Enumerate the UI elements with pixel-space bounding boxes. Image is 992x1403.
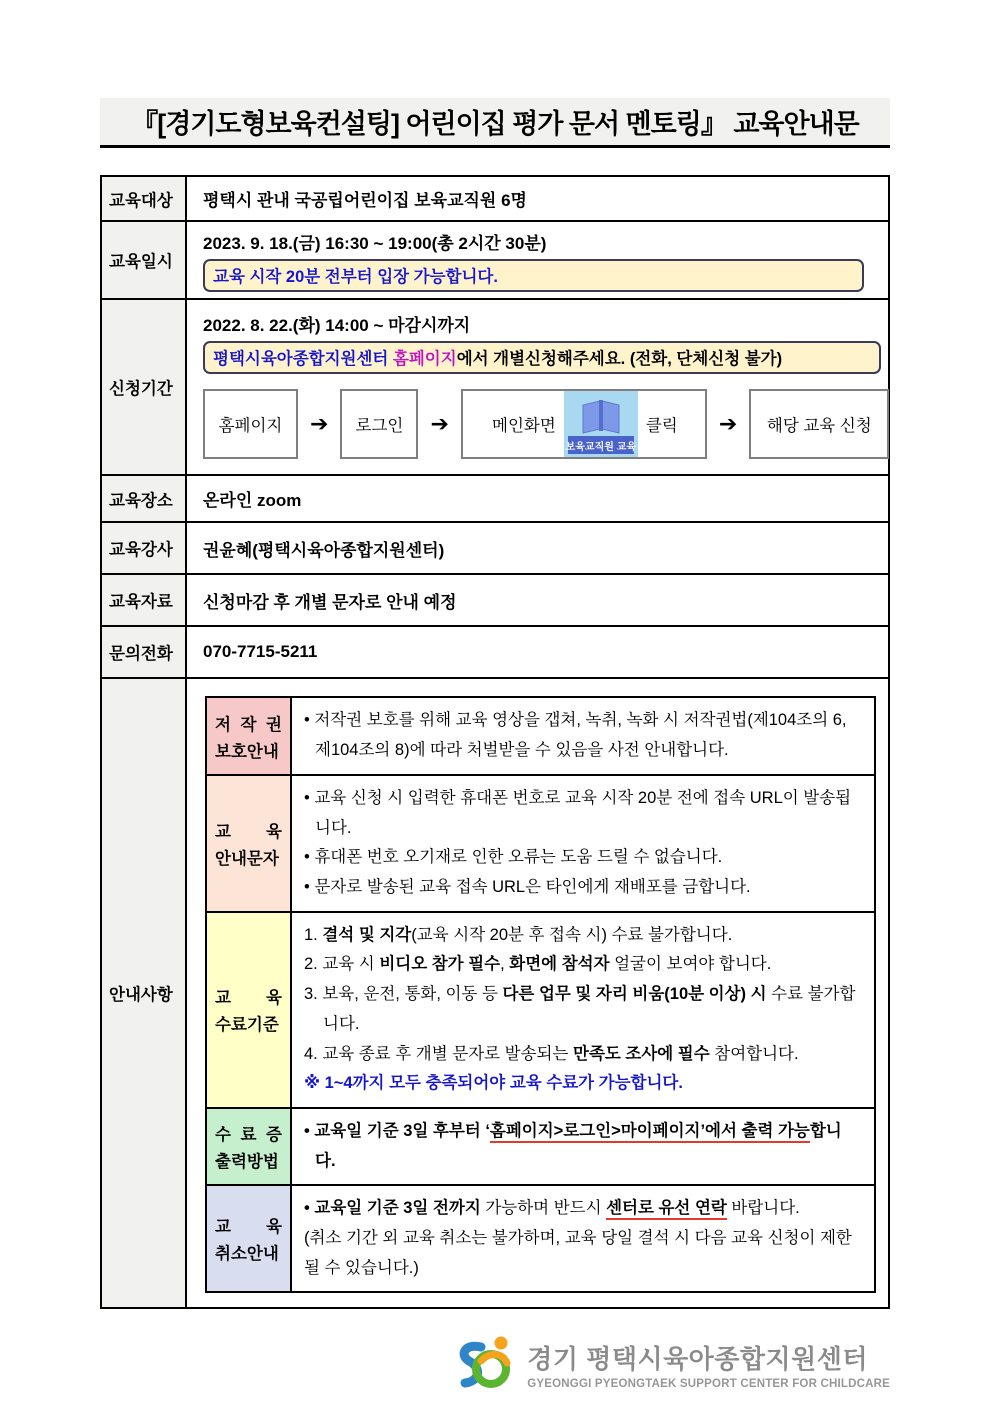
row-datetime-label: 교육일시 (102, 222, 187, 298)
center-name-english: GYEONGGI PYEONGTAEK SUPPORT CENTER FOR CHILDCARE (527, 1377, 890, 1390)
childcare-education-banner-icon: 보육교직원 교육 (564, 391, 638, 457)
flow-step-mainscreen: 메인화면 보육교직원 교육 클릭 (461, 389, 707, 459)
row-place-label: 교육장소 (102, 476, 187, 521)
notice-copyright-content: • 저작권 보호를 위해 교육 영상을 갭쳐, 녹취, 녹화 시 저작권법(제104조의 6, 제104조의 8)에 따라 처벌받을 수 있음을 사전 안내합니다. (304, 711, 847, 759)
flow-step-apply-course: 해당 교육 신청 (749, 389, 889, 459)
row-place-value: 온라인 zoom (203, 491, 302, 510)
notice-cancel-row (207, 1186, 874, 1291)
notice-cancel-label: 교 육 취소안내 (207, 1186, 292, 1291)
row-phone-label: 문의전화 (102, 627, 187, 677)
center-name-korean: 경기 평택시육아종합지원센터 (527, 1343, 868, 1374)
notice-criteria-content: 1. 결석 및 지각(교육 시작 20분 후 접속 시) 수료 불가합니다. 2. 교육 시 비디오 참가 필수, 화면에 참석자 얼굴이 보여야 합니다. 3. 보육, 운전, 통화, 이동 등 다른 업무 및 자리 비움(10분 이상) 시 수료 불가합니다. 4. 교육 종료 후 개별 문자로 발송되는 만족도 조사에 필수 참여합니다. ※ 1~4까지 모두 충족되어야 교육 수료가 가능합니다. (304, 925, 856, 1093)
row-place (102, 476, 888, 523)
notice-sms-content: • 교육 신청 시 입력한 휴대폰 번호로 교육 시작 20분 전에 접속 URL이 발송됩니다. • 휴대폰 번호 오기재로 인한 오류는 도움 드릴 수 없습니다. • 문자로 발송된 교육 접속 URL은 타인에게 재배포를 금합니다. (304, 789, 852, 897)
row-phone (102, 627, 888, 679)
notice-criteria-row (207, 913, 874, 1109)
document-title-bar (100, 98, 890, 148)
footer-text (527, 1339, 890, 1390)
row-apply-value: 2022. 8. 22.(화) 14:00 ~ 마감시까지 평택시육아종합지원센터 홈페이지에서 개별신청해주세요. (전화, 단체신청 불가) 홈페이지 ➔ 로그인 ➔ 메인화면 보육교직원 교육 클릭 ➔ 해당 교육 신청 (187, 300, 905, 474)
row-notice-label: 안내사항 (102, 679, 187, 1307)
row-phone-value: 070-7715-5211 (203, 642, 318, 661)
notice-copyright-row (207, 698, 874, 776)
notice-copyright-label: 저 작 권 보호안내 (207, 698, 292, 774)
row-lecturer-value: 권윤혜(평택시육아종합지원센터) (203, 540, 445, 560)
footer (100, 1333, 890, 1395)
application-flow (203, 389, 889, 459)
row-apply-period (102, 300, 888, 476)
center-logo-icon (451, 1333, 517, 1395)
row-target-value: 평택시 관내 국공립어린이집 보육교직원 6명 (203, 191, 527, 210)
arrow-right-icon: ➔ (718, 411, 738, 436)
info-table (100, 175, 890, 1309)
row-material (102, 575, 888, 627)
row-material-label: 교육자료 (102, 575, 187, 625)
arrow-right-icon: ➔ (310, 411, 329, 436)
flow-step-homepage: 홈페이지 (203, 389, 298, 459)
notice-print-content: • 교육일 기준 3일 후부터 ‘홈페이지>로그인>마이페이지’에서 출력 가능합니다. (304, 1121, 842, 1170)
apply-note-box: 평택시육아종합지원센터 홈페이지에서 개별신청해주세요. (전화, 단체신청 불가) (203, 341, 881, 374)
row-apply-label: 신청기간 (102, 300, 187, 474)
document-title: 『[경기도형보육컨설팅] 어린이집 평가 문서 멘토링』 교육안내문 (131, 109, 859, 139)
entry-note-box: 교육 시작 20분 전부터 입장 가능합니다. (203, 259, 864, 292)
notice-print-row (207, 1109, 874, 1186)
notice-cancel-content: • 교육일 기준 3일 전까지 가능하며 반드시 센터로 유선 연락 바랍니다. (취소 기간 외 교육 취소는 불가하며, 교육 당일 결석 시 다음 교육 신청이 제한될 수 있습니다.) (304, 1199, 852, 1277)
row-notice (102, 679, 888, 1307)
notice-inner-table (205, 696, 876, 1293)
row-lecturer-label: 교육강사 (102, 523, 187, 573)
notice-sms-row (207, 776, 874, 913)
row-notice-content (187, 679, 888, 1307)
arrow-right-icon: ➔ (430, 411, 449, 436)
row-datetime-value: 2023. 9. 18.(금) 16:30 ~ 19:00(총 2시간 30분) 교육 시작 20분 전부터 입장 가능합니다. (187, 222, 888, 298)
notice-sms-label: 교 육 안내문자 (207, 776, 292, 911)
notice-criteria-label: 교 육 수료기준 (207, 913, 292, 1107)
notice-print-label: 수 료 증 출력방법 (207, 1109, 292, 1184)
open-book-icon (579, 397, 623, 437)
row-target-label: 교육대상 (102, 177, 187, 220)
row-datetime (102, 222, 888, 300)
flow-step-login: 로그인 (340, 389, 418, 459)
education-notice-document (100, 98, 890, 1395)
row-target (102, 177, 888, 222)
row-lecturer (102, 523, 888, 575)
row-material-value: 신청마감 후 개별 문자로 안내 예정 (203, 592, 457, 612)
